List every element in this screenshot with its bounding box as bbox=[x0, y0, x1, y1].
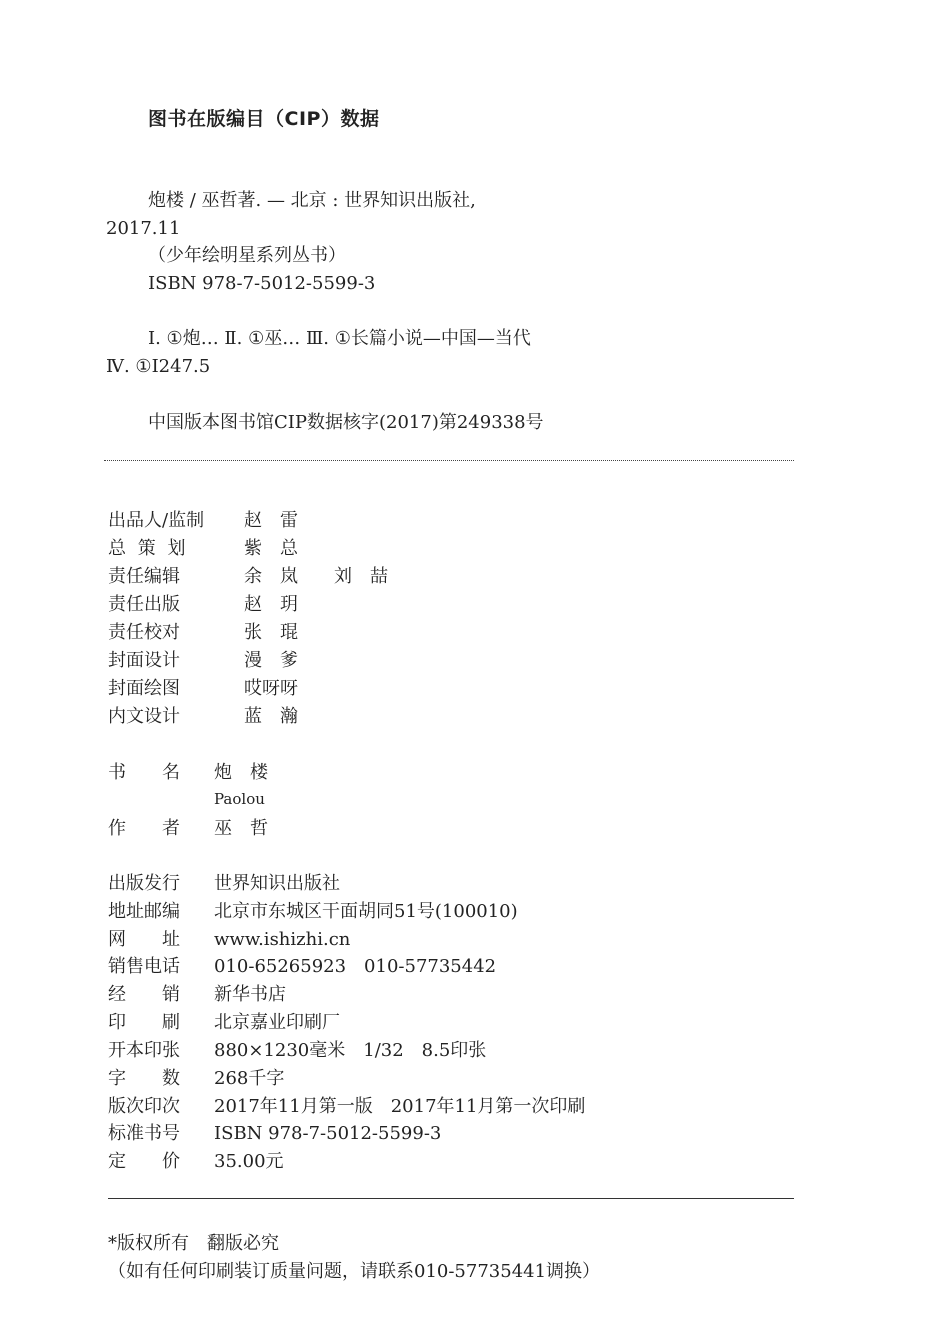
credit-label: 总 策 划 bbox=[108, 538, 189, 559]
pub-value: 880×1230毫米 1/32 8.5印张 bbox=[214, 1040, 487, 1061]
cip-date: 2017.11 bbox=[106, 218, 181, 239]
dotted-divider bbox=[104, 460, 794, 461]
book-name-pinyin: Paolou bbox=[214, 790, 265, 808]
credit-label: 责任编辑 bbox=[108, 566, 180, 587]
pub-label: 标准书号 bbox=[108, 1123, 180, 1144]
author-value: 巫 哲 bbox=[214, 818, 268, 839]
pub-value: 2017年11月第一版 2017年11月第一次印刷 bbox=[214, 1096, 586, 1117]
pub-label: 开本印张 bbox=[108, 1040, 180, 1061]
credit-label: 责任出版 bbox=[108, 594, 180, 615]
author-label: 作 者 bbox=[108, 818, 180, 839]
pub-value: 010-65265923 010-57735442 bbox=[214, 956, 497, 977]
cip-classification: Ⅰ. ①炮… Ⅱ. ①巫… Ⅲ. ①长篇小说—中国—当代 bbox=[148, 328, 531, 349]
pub-label: 网 址 bbox=[108, 929, 180, 950]
solid-divider bbox=[108, 1198, 794, 1199]
cip-series: （少年绘明星系列丛书） bbox=[148, 245, 346, 266]
quality-notice: （如有任何印刷装订质量问题，请联系010-57735441调换） bbox=[108, 1261, 601, 1282]
cip-classification-number: Ⅳ. ①I247.5 bbox=[106, 356, 211, 377]
book-name-label: 书 名 bbox=[108, 762, 180, 783]
pub-label: 印 刷 bbox=[108, 1012, 180, 1033]
credit-label: 内文设计 bbox=[108, 706, 180, 727]
pub-value: 世界知识出版社 bbox=[214, 873, 340, 894]
pub-label: 字 数 bbox=[108, 1068, 180, 1089]
credit-value: 漫 爹 bbox=[244, 650, 298, 671]
pub-label: 版次印次 bbox=[108, 1096, 180, 1117]
cip-record-number: 中国版本图书馆CIP数据核字(2017)第249338号 bbox=[148, 412, 544, 433]
cip-title: 图书在版编目（CIP）数据 bbox=[148, 108, 380, 130]
credit-label: 封面设计 bbox=[108, 650, 180, 671]
pub-label: 出版发行 bbox=[108, 873, 180, 894]
credit-value: 蓝 瀚 bbox=[244, 706, 298, 727]
pub-value: 35.00元 bbox=[214, 1151, 284, 1172]
pub-label: 销售电话 bbox=[108, 956, 180, 977]
credit-row bbox=[108, 510, 204, 532]
credit-label: 责任校对 bbox=[108, 622, 180, 643]
pub-value: 268千字 bbox=[214, 1068, 285, 1089]
pub-label: 经 销 bbox=[108, 984, 180, 1005]
pub-label: 定 价 bbox=[108, 1151, 180, 1172]
pub-label: 地址邮编 bbox=[108, 901, 180, 922]
credit-value: 哎呀呀 bbox=[244, 678, 298, 699]
copyright-notice: *版权所有 翻版必究 bbox=[108, 1233, 279, 1254]
credit-label: 出品人/监制 bbox=[108, 510, 205, 531]
credit-value: 赵 雷 bbox=[244, 510, 298, 531]
pub-value: 北京嘉业印刷厂 bbox=[214, 1012, 340, 1033]
credit-value: 赵 玥 bbox=[244, 594, 298, 615]
pub-value: ISBN 978-7-5012-5599-3 bbox=[214, 1123, 442, 1144]
credit-value: 张 琨 bbox=[244, 622, 298, 643]
cip-main-entry: 炮楼 / 巫哲著. — 北京 : 世界知识出版社, bbox=[148, 190, 476, 211]
pub-value: www.ishizhi.cn bbox=[214, 929, 351, 950]
credit-value: 余 岚 刘 喆 bbox=[244, 566, 388, 587]
credit-value: 紫 总 bbox=[244, 538, 298, 559]
pub-value: 新华书店 bbox=[214, 984, 286, 1005]
book-name-value: 炮 楼 bbox=[214, 762, 268, 783]
cip-isbn: ISBN 978-7-5012-5599-3 bbox=[148, 273, 376, 294]
pub-value: 北京市东城区干面胡同51号(100010) bbox=[214, 901, 518, 922]
credit-label: 封面绘图 bbox=[108, 678, 180, 699]
